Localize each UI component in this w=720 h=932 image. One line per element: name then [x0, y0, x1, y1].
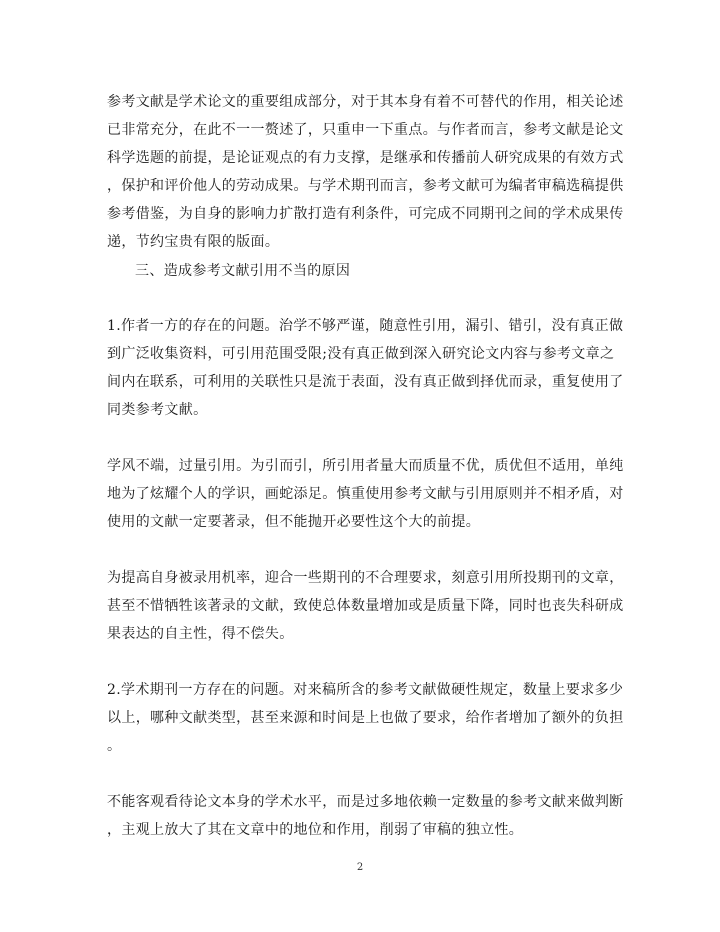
paragraph-1-line-4: ，保护和评价他人的劳动成果。与学术期刊而言，参考文献可为编者审稿选稿提供: [107, 178, 624, 194]
paragraph-1-line-3: 科学选题的前提，是论证观点的有力支撑，是继承和传播前人研究成果的有效方式: [107, 150, 624, 166]
paragraph-5-line-3: 果表达的自主性，得不偿失。: [107, 626, 294, 642]
paragraph-5-line-1: 为提高自身被录用机率，迎合一些期刊的不合理要求，刻意引用所投期刊的文章，: [107, 570, 624, 586]
paragraph-3-line-2: 到广泛收集资料，可引用范围受限;没有真正做到深入研究论文内容与参考文章之: [107, 346, 615, 362]
paragraph-4-line-1: 学风不端，过量引用。为引而引，所引用者量大而质量不优，质优但不适用，单纯: [107, 458, 624, 474]
paragraph-6-line-1: 2.学术期刊一方存在的问题。对来稿所含的参考文献做硬性规定，数量上要求多少: [107, 682, 624, 698]
paragraph-7-line-1: 不能客观看待论文本身的学术水平，而是过多地依赖一定数量的参考文献来做判断: [107, 794, 624, 810]
paragraph-4-line-3: 使用的文献一定要著录，但不能抛开必要性这个大的前提。: [107, 514, 481, 530]
paragraph-1-line-2: 已非常充分，在此不一一赘述了，只重申一下重点。与作者而言，参考文献是论文: [107, 122, 624, 138]
paragraph-4-line-2: 地为了炫耀个人的学识，画蛇添足。慎重使用参考文献与引用原则并不相矛盾，对: [107, 486, 624, 502]
paragraph-1-line-6: 递，节约宝贵有限的版面。: [107, 234, 280, 250]
section-heading: 三、造成参考文献引用不当的原因: [135, 263, 351, 279]
paragraph-1-line-5: 参考借鉴，为自身的影响力扩散打造有利条件，可完成不同期刊之间的学术成果传: [107, 206, 624, 222]
paragraph-3-line-3: 间内在联系，可利用的关联性只是流于表面，没有真正做到择优而录，重复使用了: [107, 374, 624, 390]
paragraph-3-line-4: 同类参考文献。: [107, 402, 208, 418]
paragraph-5-line-2: 甚至不惜牺牲该著录的文献，致使总体数量增加或是质量下降，同时也丧失科研成: [107, 598, 624, 614]
paragraph-3-line-1: 1.作者一方的存在的问题。治学不够严谨，随意性引用，漏引、错引，没有真正做: [107, 318, 624, 334]
paragraph-6-line-3: 。: [107, 738, 122, 754]
page-number: 2: [356, 862, 364, 873]
paragraph-1-line-1: 参考文献是学术论文的重要组成部分，对于其本身有着不可替代的作用，相关论述: [107, 94, 624, 110]
paragraph-6-line-2: 以上，哪种文献类型，甚至来源和时间是上也做了要求，给作者增加了额外的负担: [107, 710, 624, 726]
paragraph-7-line-2: ，主观上放大了其在文章中的地位和作用，削弱了审稿的独立性。: [107, 822, 524, 838]
